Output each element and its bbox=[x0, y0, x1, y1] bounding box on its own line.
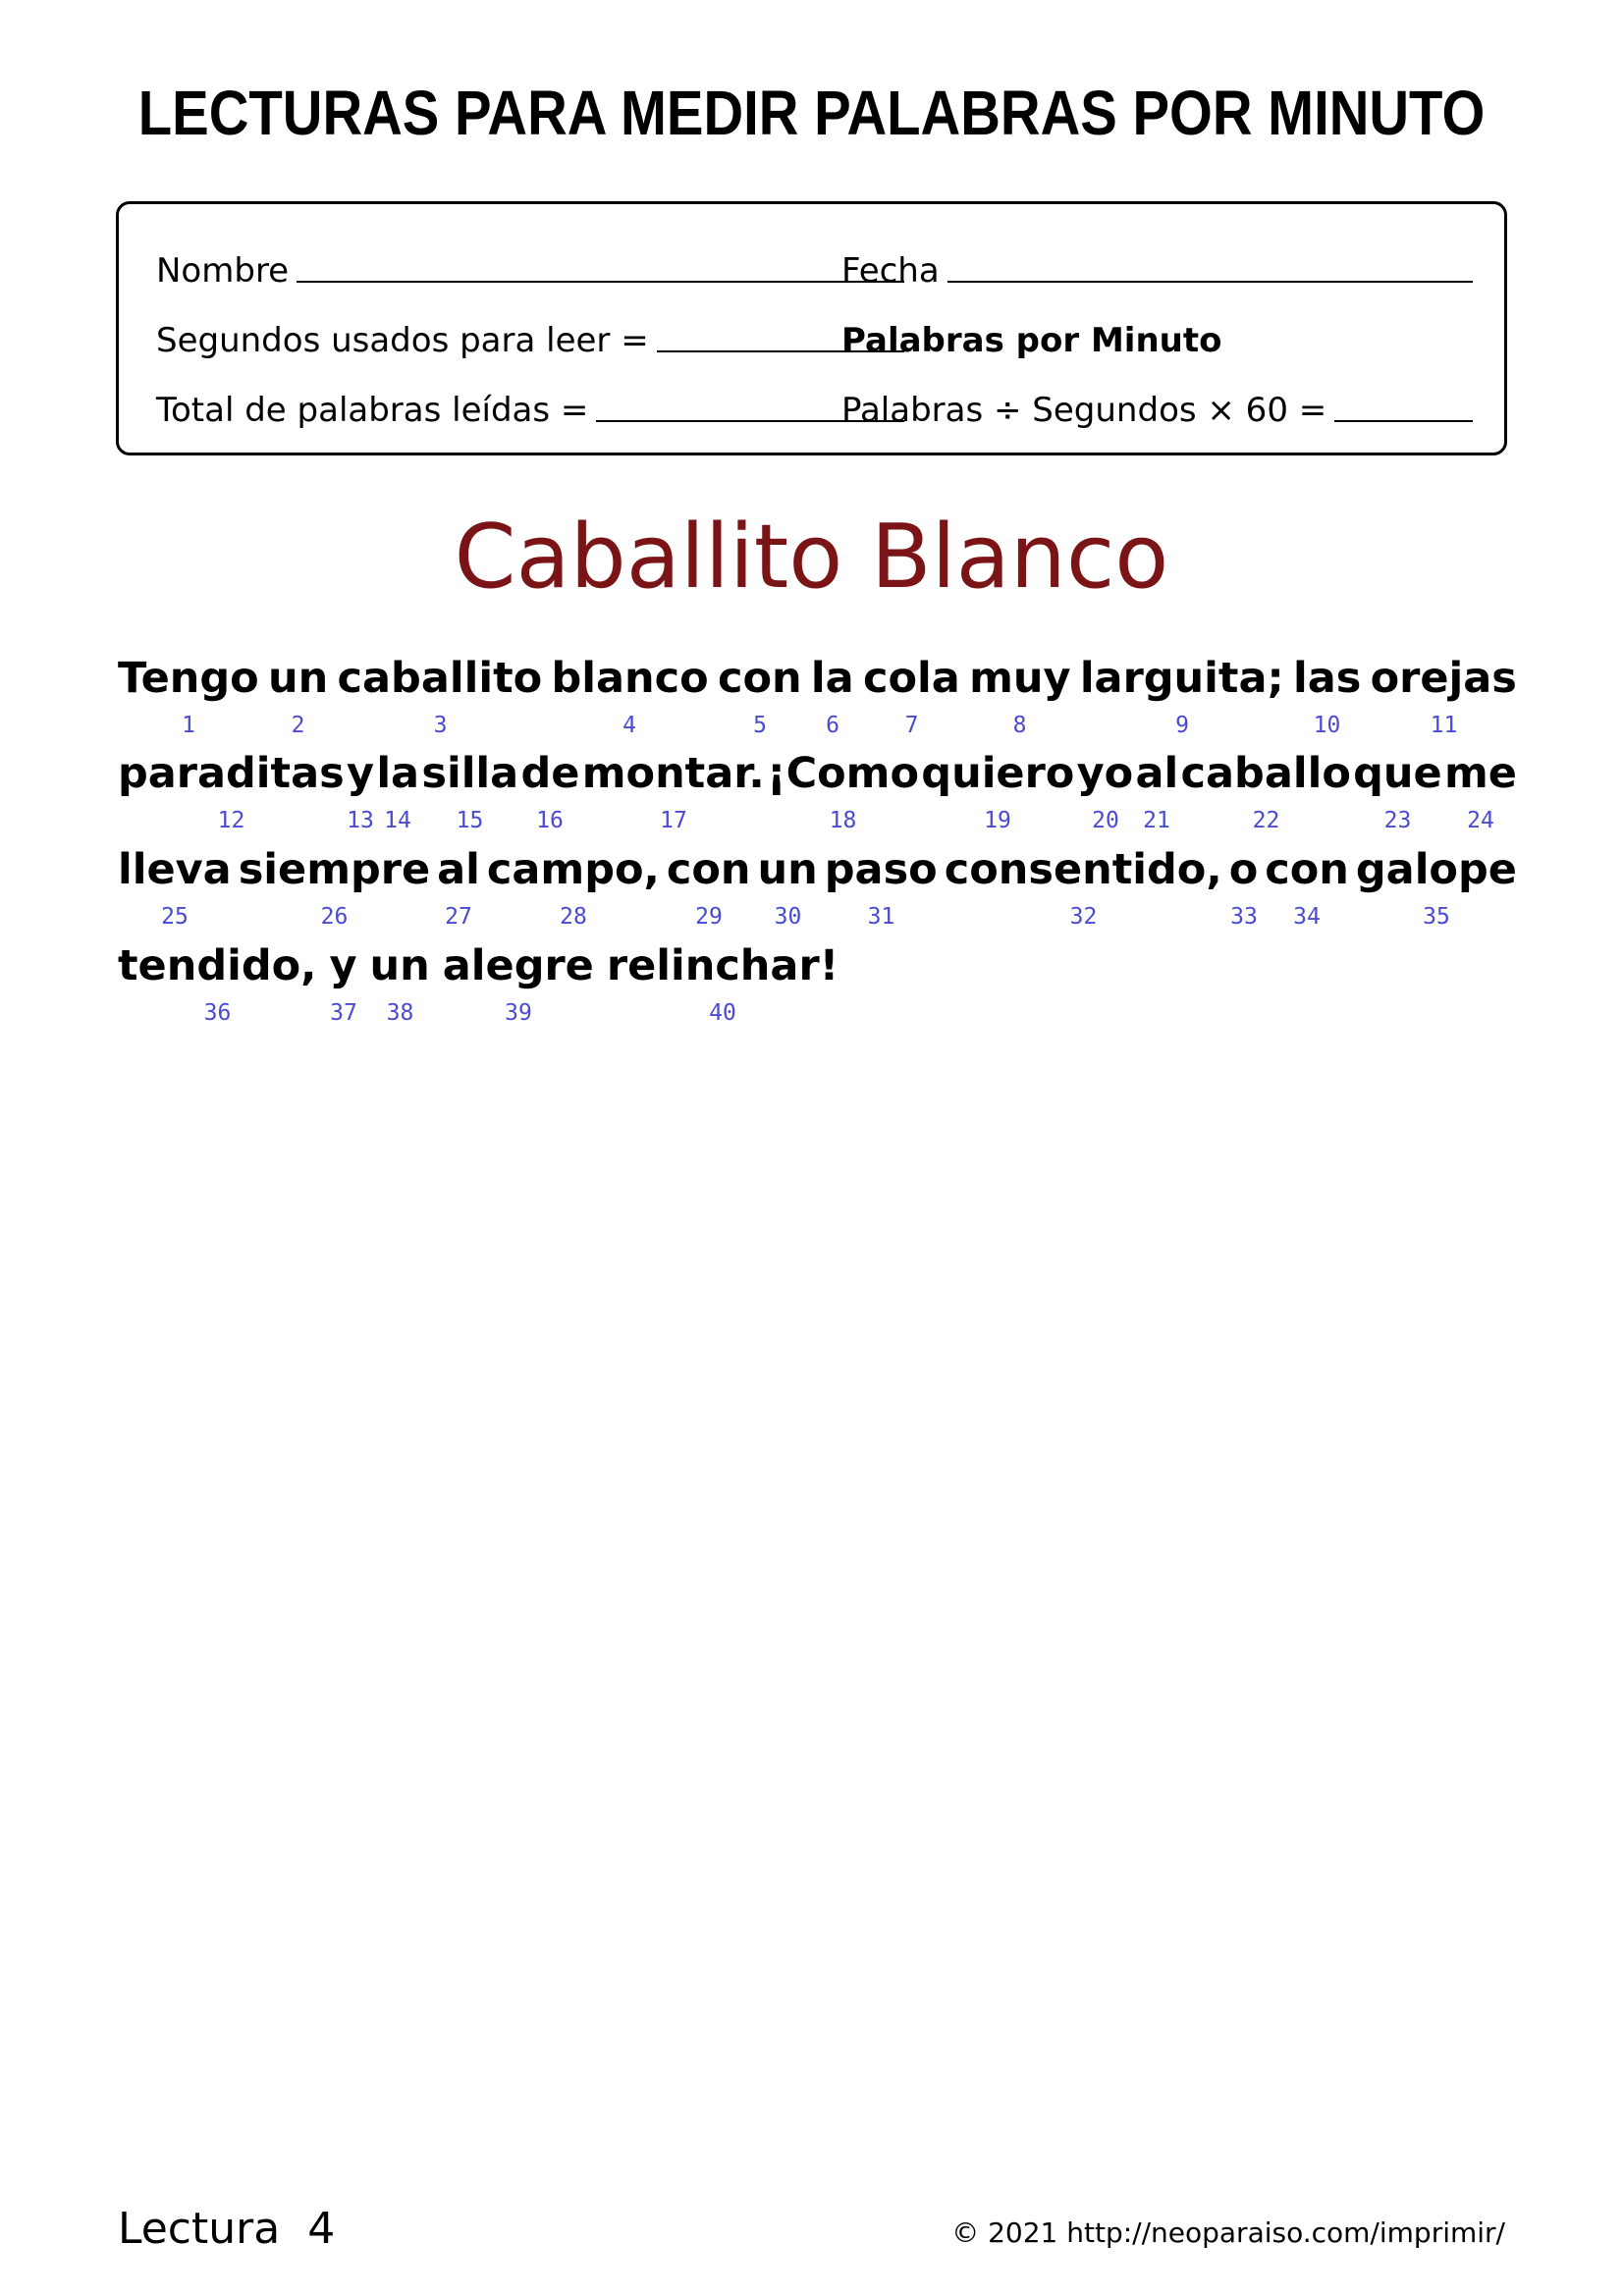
formula-label: Palabras ÷ Segundos × 60 = bbox=[841, 391, 1327, 430]
wpm-label: Palabras por Minuto bbox=[841, 321, 1222, 360]
story-line bbox=[118, 749, 1517, 808]
word-count-number: 19 bbox=[984, 808, 1011, 833]
story-word: yo bbox=[1076, 749, 1134, 798]
word-count-number: 5 bbox=[753, 713, 767, 738]
word-count-number: 14 bbox=[384, 808, 411, 833]
story-word: relinchar! bbox=[606, 941, 839, 990]
name-label: Nombre bbox=[156, 251, 290, 291]
word-count-number: 28 bbox=[560, 904, 587, 930]
word-count-number: 29 bbox=[695, 904, 723, 930]
story-word: y bbox=[329, 941, 357, 990]
story-line bbox=[118, 941, 1517, 1000]
story-word: silla bbox=[421, 749, 519, 798]
story-word: que bbox=[1353, 749, 1442, 798]
story-word: al bbox=[437, 845, 480, 894]
story-word: un bbox=[268, 654, 329, 703]
story-word: al bbox=[1135, 749, 1179, 798]
story-word: con bbox=[717, 654, 802, 703]
word-count-number: 35 bbox=[1423, 904, 1450, 930]
story-word: cola bbox=[862, 654, 960, 703]
story-word: las bbox=[1292, 654, 1362, 703]
seconds-label: Segundos usados para leer = bbox=[156, 321, 649, 360]
word-count-number: 6 bbox=[826, 713, 839, 738]
word-count-number: 22 bbox=[1252, 808, 1280, 833]
story-word: larguita; bbox=[1079, 654, 1284, 703]
reading-form bbox=[116, 201, 1507, 455]
total-words-label: Total de palabras leídas = bbox=[156, 391, 589, 430]
date-label: Fecha bbox=[841, 251, 940, 291]
word-count-number: 33 bbox=[1230, 904, 1258, 930]
story-word: de bbox=[520, 749, 580, 798]
word-count-number: 40 bbox=[709, 1000, 736, 1026]
story-word: Tengo bbox=[118, 654, 259, 703]
word-count-number: 4 bbox=[622, 713, 636, 738]
word-count-number: 1 bbox=[182, 713, 195, 738]
story-word: con bbox=[666, 845, 751, 894]
story-word: me bbox=[1443, 749, 1517, 798]
word-count-number: 24 bbox=[1467, 808, 1494, 833]
word-count-number: 17 bbox=[660, 808, 687, 833]
word-count-number: 9 bbox=[1175, 713, 1189, 738]
word-count-number: 36 bbox=[203, 1000, 232, 1026]
story-word: montar. bbox=[581, 749, 765, 798]
story-word: caballo bbox=[1180, 749, 1351, 798]
story-word: tendido, bbox=[118, 941, 317, 990]
word-count-number: 25 bbox=[161, 904, 189, 930]
story-line bbox=[118, 845, 1517, 904]
word-count-number: 38 bbox=[386, 1000, 414, 1026]
word-count-number: 21 bbox=[1143, 808, 1170, 833]
word-count-number: 8 bbox=[1012, 713, 1027, 738]
story-word: un bbox=[757, 845, 818, 894]
story-word: ¡Como bbox=[766, 749, 920, 798]
word-count-number: 26 bbox=[320, 904, 349, 930]
word-count-number: 20 bbox=[1092, 808, 1119, 833]
word-count-number: 32 bbox=[1069, 904, 1098, 930]
story-line bbox=[118, 654, 1517, 713]
copyright-text: © 2021 http://neoparaiso.com/imprimir/ bbox=[951, 2216, 1505, 2249]
story-word: lleva bbox=[118, 845, 232, 894]
story-word: y bbox=[347, 749, 375, 798]
date-field[interactable] bbox=[841, 247, 1473, 291]
lesson-label bbox=[118, 2204, 335, 2254]
formula-blank[interactable] bbox=[1334, 414, 1473, 422]
word-count-number: 2 bbox=[291, 713, 305, 738]
word-count-number: 39 bbox=[505, 1000, 532, 1026]
story-word: consentido, bbox=[944, 845, 1222, 894]
story-word: siempre bbox=[238, 845, 431, 894]
wpm-heading bbox=[841, 317, 1473, 360]
date-blank[interactable] bbox=[947, 275, 1473, 283]
word-count-number: 11 bbox=[1430, 713, 1458, 738]
name-field[interactable] bbox=[156, 247, 904, 291]
story-word: caballito bbox=[337, 654, 543, 703]
word-count-number: 15 bbox=[456, 808, 484, 833]
story-title: Caballito Blanco bbox=[454, 506, 1169, 609]
story-word: alegre bbox=[442, 941, 594, 990]
word-count-number: 10 bbox=[1313, 713, 1341, 738]
story-word: la bbox=[810, 654, 854, 703]
name-blank[interactable] bbox=[297, 275, 904, 283]
formula-field[interactable] bbox=[841, 387, 1473, 430]
word-count-number: 27 bbox=[445, 904, 472, 930]
lesson-word: Lectura bbox=[118, 2204, 281, 2254]
word-count-number: 31 bbox=[867, 904, 895, 930]
story-word: campo, bbox=[486, 845, 660, 894]
word-count-number: 7 bbox=[904, 713, 919, 738]
story-word: muy bbox=[969, 654, 1071, 703]
story-word: o bbox=[1228, 845, 1259, 894]
story-word: un bbox=[369, 941, 430, 990]
word-count-number: 12 bbox=[217, 808, 245, 833]
story-word: con bbox=[1265, 845, 1349, 894]
word-count-number: 16 bbox=[536, 808, 564, 833]
word-count-number: 30 bbox=[774, 904, 802, 930]
story-word: paso bbox=[824, 845, 938, 894]
seconds-field[interactable] bbox=[156, 317, 904, 360]
story-word: orejas bbox=[1370, 654, 1517, 703]
story-word: la bbox=[376, 749, 420, 798]
word-count-number: 3 bbox=[433, 713, 448, 738]
story-word: paraditas bbox=[118, 749, 345, 798]
story-word: galope bbox=[1355, 845, 1517, 894]
word-count-number: 13 bbox=[347, 808, 374, 833]
story-word: blanco bbox=[551, 654, 709, 703]
word-count-number: 34 bbox=[1293, 904, 1321, 930]
word-count-number: 18 bbox=[829, 808, 857, 833]
word-count-number: 23 bbox=[1383, 808, 1412, 833]
total-words-field[interactable] bbox=[156, 387, 904, 430]
page-title: LECTURAS PARA MEDIR PALABRAS POR MINUTO bbox=[137, 78, 1486, 148]
lesson-number: 4 bbox=[307, 2204, 336, 2254]
word-count-number: 37 bbox=[330, 1000, 357, 1026]
story-word: quiero bbox=[921, 749, 1075, 798]
